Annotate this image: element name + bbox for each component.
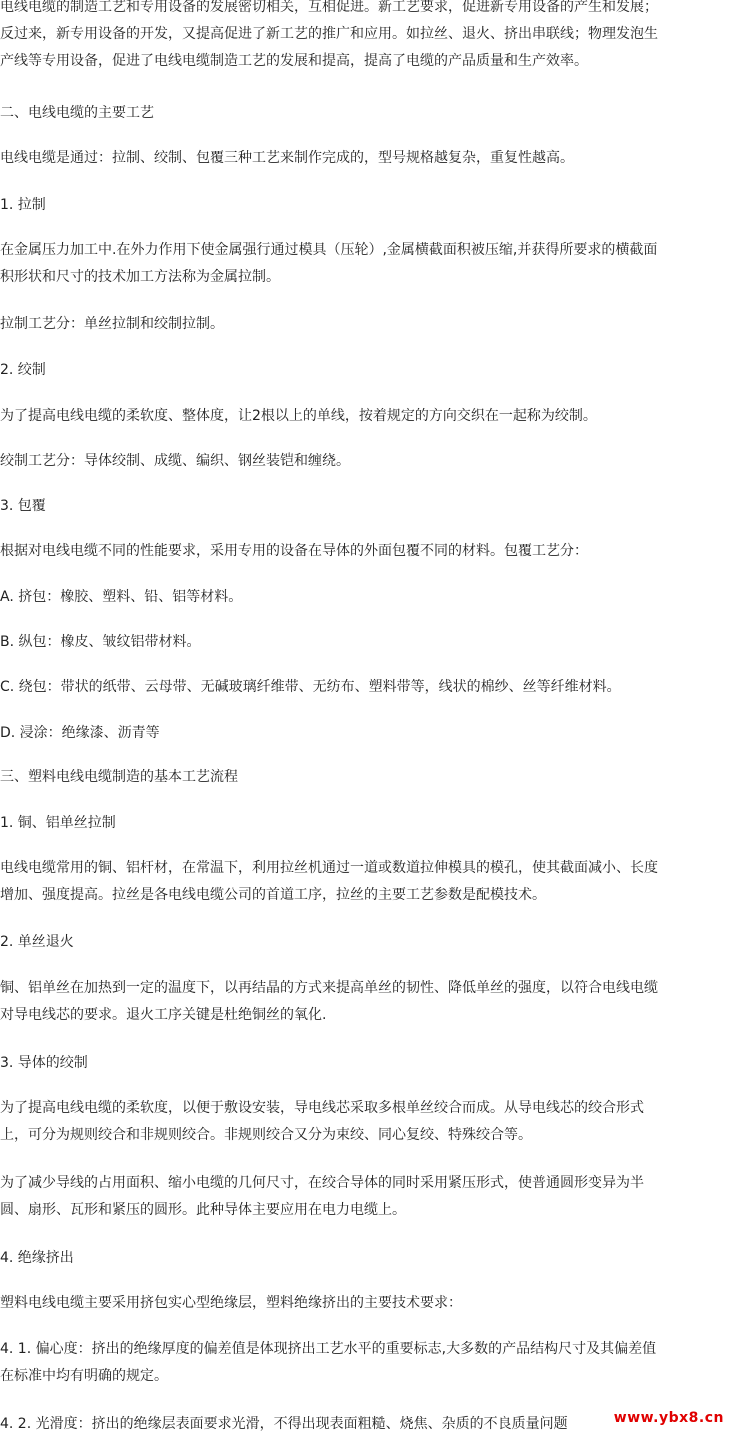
text-line: A. 挤包：橡胶、塑料、铅、铝等材料。 [0,589,243,605]
text-line: 在标准中均有明确的规定。 [0,1368,168,1384]
section-heading-3 [0,764,725,791]
subheading [0,1050,725,1077]
text-line: 在金属压力加工中.在外力作用下使金属强行通过模具（压轮）,金属横截面积被压缩,并获得所要求的横截面 [0,242,658,258]
heading-text: 4. 绝缘挤出 [0,1250,74,1266]
text-line: 根据对电线电缆不同的性能要求，采用专用的设备在导体的外面包覆不同的材料。包覆工艺分： [0,543,588,559]
paragraph [0,1336,725,1390]
heading-text: 二、电线电缆的主要工艺 [0,105,154,121]
heading-text: 1. 拉制 [0,197,46,213]
list-item [0,629,725,656]
text-line: 产线等专用设备，促进了电线电缆制造工艺的发展和提高，提高了电缆的产品质量和生产效率。 [0,53,588,69]
text-line: 电线电缆是通过：拉制、绞制、包覆三种工艺来制作完成的，型号规格越复杂，重复性越高。 [0,150,574,166]
text-line: 拉制工艺分：单丝拉制和绞制拉制。 [0,316,224,332]
text-line: 对导电线芯的要求。退火工序关键是杜绝铜丝的氧化. [0,1007,327,1023]
paragraph [0,538,725,565]
subheading [0,1245,725,1272]
paragraph [0,403,725,430]
paragraph [0,311,725,338]
heading-text: 1. 铜、铝单丝拉制 [0,815,116,831]
text-line: 上，可分为规则绞合和非规则绞合。非规则绞合又分为束绞、同心复绞、特殊绞合等。 [0,1127,532,1143]
heading-text: 2. 单丝退火 [0,934,74,950]
text-line: 为了提高电线电缆的柔软度、整体度，让2根以上的单线，按着规定的方向交织在一起称为绞制。 [0,408,597,424]
paragraph [0,1290,725,1317]
text-line: 为了减少导线的占用面积、缩小电缆的几何尺寸，在绞合导体的同时采用紧压形式，使普通圆形变异为半 [0,1175,644,1191]
paragraph [0,1095,725,1149]
text-line: 积形状和尺寸的技术加工方法称为金属拉制。 [0,269,280,285]
text-line: 绞制工艺分：导体绞制、成缆、编织、钢丝装铠和缠绕。 [0,453,350,469]
text-line: D. 浸涂：绝缘漆、沥青等 [0,725,160,741]
subheading [0,357,725,384]
list-item [0,584,725,611]
list-item [0,720,725,747]
text-line: 塑料电线电缆主要采用挤包实心型绝缘层，塑料绝缘挤出的主要技术要求： [0,1295,462,1311]
text-line: 电线电缆的制造工艺和专用设备的发展密切相关，互相促进。新工艺要求，促进新专用设备的产生和发展； [0,0,658,15]
paragraph [0,855,725,909]
paragraph [0,1170,725,1224]
subheading [0,192,725,219]
section-heading-2 [0,100,725,127]
text-line: 4. 2. 光滑度：挤出的绝缘层表面要求光滑，不得出现表面粗糙、烧焦、杂质的不良质量问题 [0,1416,568,1432]
heading-text: 2. 绞制 [0,362,46,378]
text-line: B. 纵包：橡皮、皱纹铝带材料。 [0,634,201,650]
paragraph [0,448,725,475]
text-line: C. 绕包：带状的纸带、云母带、无碱玻璃纤维带、无纺布、塑料带等，线状的棉纱、丝等纤维材料。 [0,679,621,695]
paragraph [0,237,725,291]
paragraph [0,975,725,1029]
paragraph [0,145,725,172]
subheading [0,810,725,837]
text-line: 为了提高电线电缆的柔软度，以便于敷设安装，导电线芯采取多根单丝绞合而成。从导电线芯的绞合形式 [0,1100,644,1116]
list-item [0,674,725,701]
site-watermark: www.ybx8.cn [610,1405,728,1431]
heading-text: 3. 导体的绞制 [0,1055,88,1071]
text-line: 增加、强度提高。拉丝是各电线电缆公司的首道工序，拉丝的主要工艺参数是配模技术。 [0,887,546,903]
subheading [0,493,725,520]
subheading [0,929,725,956]
text-line: 铜、铝单丝在加热到一定的温度下，以再结晶的方式来提高单丝的韧性、降低单丝的强度，以符合电线电缆 [0,980,658,996]
text-line: 反过来，新专用设备的开发，又提高促进了新工艺的推广和应用。如拉丝、退火、挤出串联线；物理发泡生 [0,26,658,42]
paragraph-intro [0,0,725,75]
heading-text: 三、塑料电线电缆制造的基本工艺流程 [0,769,238,785]
text-line: 4. 1. 偏心度：挤出的绝缘厚度的偏差值是体现挤出工艺水平的重要标志,大多数的产品结构尺寸及其偏差值 [0,1341,657,1357]
text-line: 圆、扇形、瓦形和紧压的圆形。此种导体主要应用在电力电缆上。 [0,1202,406,1218]
heading-text: 3. 包覆 [0,498,46,514]
text-line: 电线电缆常用的铜、铝杆材，在常温下，利用拉丝机通过一道或数道拉伸模具的模孔，使其截面减小、长度 [0,860,658,876]
